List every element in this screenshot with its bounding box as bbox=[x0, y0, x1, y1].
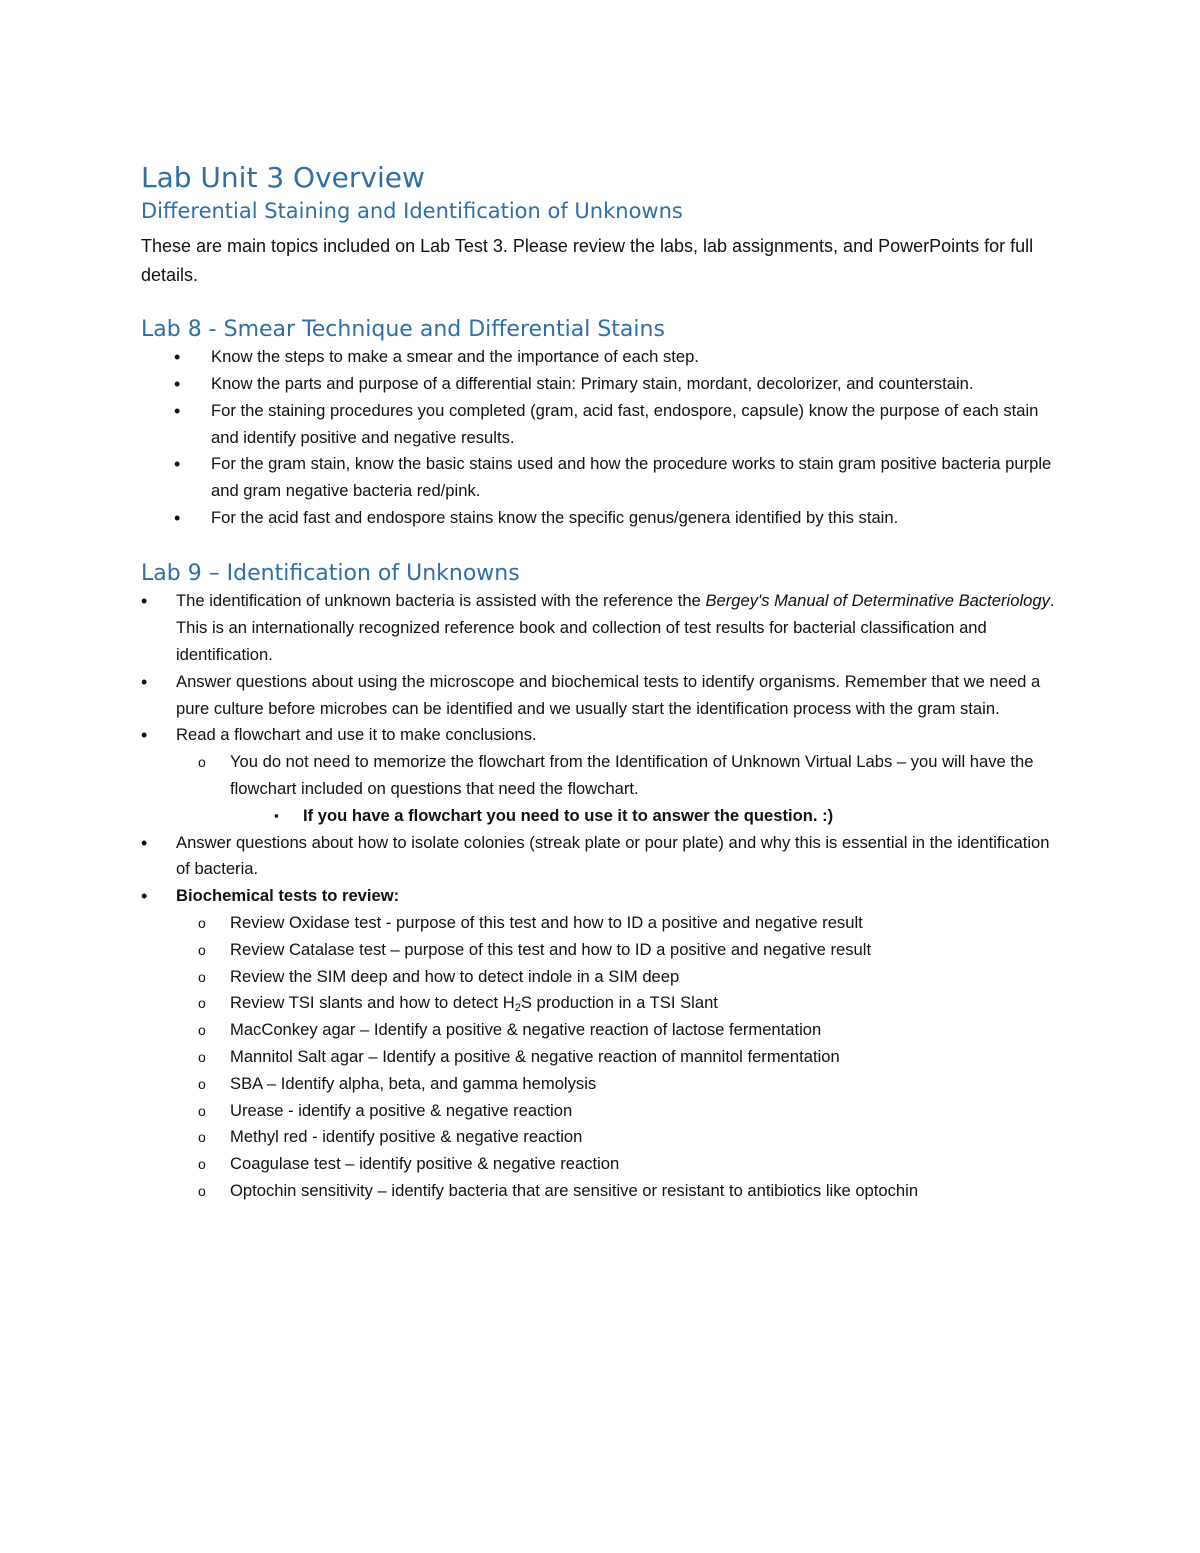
lab9-heading: Lab 9 – Identification of Unknowns bbox=[141, 560, 520, 586]
test-item: o Urease - identify a positive & negative reaction bbox=[176, 1098, 1061, 1125]
test-item: o MacConkey agar – Identify a positive & negative reaction of lactose fermentation bbox=[176, 1017, 1061, 1044]
test-item: o Review Catalase test – purpose of this test and how to ID a positive and negative result bbox=[176, 937, 1061, 964]
flowchart-subitem-text: You do not need to memorize the flowchart from the Identification of Unknown Virtual Labs – you will have the flowchart included on questions that need the flowchart. bbox=[230, 752, 1034, 799]
test-item: o SBA – Identify alpha, beta, and gamma hemolysis bbox=[176, 1071, 1061, 1098]
intro-paragraph: These are main topics included on Lab Test 3. Please review the labs, lab assignments, and PowerPoints for full details. bbox=[141, 235, 1034, 285]
test-item: o Coagulase test – identify positive & negative reaction bbox=[176, 1151, 1061, 1178]
tsi-text-before: Review TSI slants and how to detect H bbox=[230, 993, 515, 1013]
tsi-subscript: 2 bbox=[514, 1002, 521, 1015]
test-item: o Review the SIM deep and how to detect indole in a SIM deep bbox=[176, 964, 1061, 991]
flowchart-subsublist bbox=[230, 803, 1061, 830]
test-item: o Optochin sensitivity – identify bacteria that are sensitive or resistant to antibiotics like optochin bbox=[176, 1178, 1061, 1205]
test-item-tsi bbox=[176, 990, 1061, 1017]
document-body bbox=[141, 160, 1061, 1205]
biochemical-test-list bbox=[176, 910, 1061, 1205]
lab8-item: • For the gram stain, know the basic stains used and how the procedure works to stain gram positive bacteria purple and gram negative bacteria red/pink. bbox=[141, 451, 1061, 505]
lab9-item-microscope: • Answer questions about using the microscope and biochemical tests to identify organisms. Remember that we need a pure culture before microbes can be identified and we usually start the identification process with the gram stain. bbox=[141, 669, 1061, 723]
lab9-item-flowchart bbox=[141, 722, 1061, 829]
lab8-item: • Know the steps to make a smear and the importance of each step. bbox=[141, 344, 1061, 371]
bergeys-manual-title: Bergey's Manual of Determinative Bacteriology bbox=[705, 591, 1050, 611]
bergeys-text-after: . This is an internationally recognized reference book and collection of test results for bacterial classification and identification. bbox=[176, 591, 1055, 665]
test-item: o Review Oxidase test - purpose of this test and how to ID a positive and negative result bbox=[176, 910, 1061, 937]
flowchart-text: Read a flowchart and use it to make conclusions. bbox=[176, 725, 537, 745]
test-item: o Methyl red - identify positive & negative reaction bbox=[176, 1124, 1061, 1151]
lab8-heading: Lab 8 - Smear Technique and Differential Stains bbox=[141, 316, 665, 342]
biochemical-heading: Biochemical tests to review: bbox=[176, 886, 400, 906]
bergeys-text-before: The identification of unknown bacteria is assisted with the reference the bbox=[176, 591, 706, 611]
page-subtitle: Differential Staining and Identification of Unknowns bbox=[141, 199, 683, 224]
lab9-item-isolate: • Answer questions about how to isolate colonies (streak plate or pour plate) and why this is essential in the identification of bacteria. bbox=[141, 830, 1061, 884]
lab8-list bbox=[141, 344, 1061, 532]
lab9-item-bergeys bbox=[141, 588, 1061, 668]
lab8-item: • For the staining procedures you completed (gram, acid fast, endospore, capsule) know the purpose of each stain and identify positive and negative results. bbox=[141, 398, 1061, 452]
flowchart-subsubitem: ▪ If you have a flowchart you need to use it to answer the question. :) bbox=[230, 803, 1061, 830]
lab9-item-biochemical bbox=[141, 883, 1061, 1205]
lab8-item: • Know the parts and purpose of a differential stain: Primary stain, mordant, decolorizer, and counterstain. bbox=[141, 371, 1061, 398]
flowchart-sublist bbox=[176, 749, 1061, 829]
tsi-text-after: S production in a TSI Slant bbox=[520, 993, 718, 1013]
page-title: Lab Unit 3 Overview bbox=[141, 161, 425, 194]
lab9-list bbox=[141, 588, 1061, 1204]
lab8-item: • For the acid fast and endospore stains know the specific genus/genera identified by this stain. bbox=[141, 505, 1061, 532]
test-item: o Mannitol Salt agar – Identify a positive & negative reaction of mannitol fermentation bbox=[176, 1044, 1061, 1071]
flowchart-subitem bbox=[176, 749, 1061, 829]
